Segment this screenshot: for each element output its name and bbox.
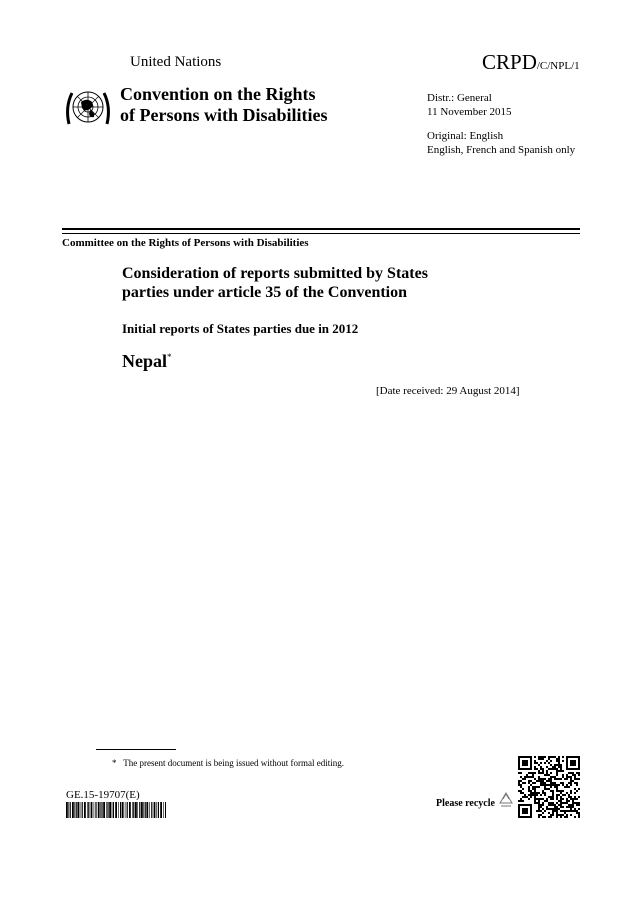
header-divider: [62, 228, 580, 230]
symbol-suffix: /C/NPL/1: [536, 60, 580, 72]
treaty-body-title-line1: Convention on the Rights: [120, 84, 316, 104]
footnote-marker: *: [167, 352, 172, 362]
job-number: GE.15-19707(E): [66, 789, 140, 801]
treaty-body-title: [120, 84, 328, 126]
document-symbol: [482, 50, 580, 75]
original-language: Original: English: [427, 130, 504, 142]
document-subtitle: Initial reports of States parties due in 2012: [122, 321, 359, 336]
available-languages: English, French and Spanish only: [427, 144, 576, 156]
distribution-status: Distr.: General: [427, 92, 492, 104]
country-heading: [122, 351, 172, 372]
country-name: Nepal: [122, 351, 167, 371]
un-emblem-icon: [63, 84, 113, 130]
distribution-info: [427, 91, 575, 157]
issue-date: 11 November 2015: [427, 106, 512, 118]
document-title: [122, 264, 522, 302]
symbol-main: CRPD: [482, 50, 537, 74]
footnote-text: The present document is being issued without formal editing.: [123, 758, 344, 768]
organization-name: United Nations: [130, 54, 222, 70]
footnote: [112, 758, 344, 768]
treaty-body-title-line2: of Persons with Disabilities: [120, 105, 328, 125]
date-received: [Date received: 29 August 2014]: [376, 385, 520, 397]
document-title-line2: parties under article 35 of the Convention: [122, 284, 408, 301]
recycle-label: Please recycle: [436, 798, 495, 809]
footnote-divider: [96, 749, 176, 750]
qr-code-icon: [518, 756, 580, 818]
recycle-icon: [496, 791, 516, 811]
document-title-line1: Consideration of reports submitted by States: [122, 265, 428, 282]
footnote-mark: *: [112, 758, 117, 768]
header-divider-thin: [62, 233, 580, 234]
barcode-icon: [66, 802, 166, 818]
committee-name: Committee on the Rights of Persons with Disabilities: [62, 237, 309, 249]
